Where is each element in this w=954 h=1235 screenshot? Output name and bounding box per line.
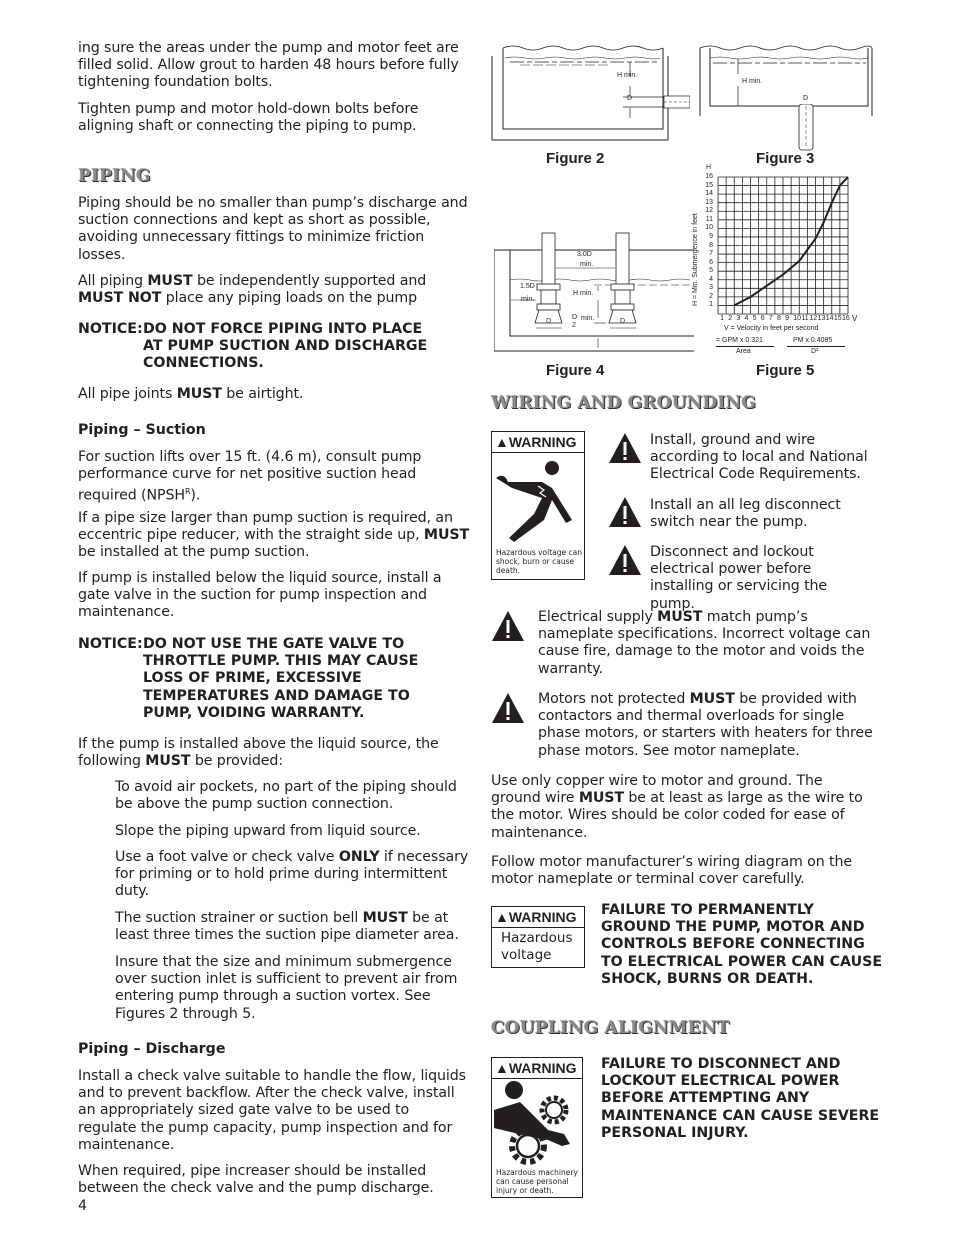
list-item-air-pockets: To avoid air pockets, no part of the piping should be above the pump suction connection. <box>115 779 457 813</box>
wiring-bullet-lockout: Disconnect and lockout electrical power before installing or servicing the pump. <box>650 544 828 612</box>
hazardous-gears-icon <box>492 1080 582 1170</box>
suction-paragraph-2: If a pipe size larger than pump suction is required, an eccentric pipe reducer, with the straight side up, MUST be installed at the pump suction. <box>78 510 470 561</box>
fig4-d-label-right: D <box>620 318 626 325</box>
chart-x-tick: 2 <box>728 315 733 322</box>
figure-2-caption: Figure 2 <box>546 150 605 167</box>
chart-y-tick: 2 <box>709 292 713 300</box>
airtight-paragraph: All pipe joints MUST be airtight. <box>78 386 304 402</box>
list-item-submergence: Insure that the size and minimum submergence over suction inlet is sufficient to prevent air from entering pump through a suction vortex. See Figures 2 through 5. <box>115 954 458 1022</box>
notice-text: DO NOT USE THE GATE VALVE TO THROTTLE PUMP. THIS MAY CAUSE LOSS OF PRIME, EXCESSIVE TEMPERATURES AND DAMAGE TO PUMP, VOIDING WARRANTY. <box>143 636 419 721</box>
section-heading-wiring: WIRING AND GROUNDING <box>491 393 757 413</box>
chart-formula-left-num: = GPM x 0.321 <box>716 337 763 344</box>
chart-y-tick: 11 <box>705 215 713 223</box>
figure-4-diagram <box>494 228 694 358</box>
chart-x-tick: 14 <box>825 315 834 322</box>
chart-y-tick: 1 <box>709 301 713 309</box>
warning-label-voltage <box>491 431 585 580</box>
fig4-d-label-left: D <box>546 318 552 325</box>
warning-header: ▲WARNING <box>492 432 584 453</box>
chart-formula-right-num: PM x 0.4085 <box>793 337 833 344</box>
discharge-paragraph-1: Install a check valve suitable to handle the flow, liquids and to prevent backflow. After the check valve, install an appropriately sized gate valve to be used to regulate the pump capacity, pump inspection and for maintenance. <box>78 1068 466 1153</box>
chart-x-tick: 7 <box>768 315 773 322</box>
caution-triangle-icon <box>491 692 525 724</box>
warning-label-machinery <box>491 1057 583 1198</box>
fig2-h-min-label: H min. <box>617 72 638 79</box>
fig4-wall-label: 1.5D <box>520 283 535 290</box>
copper-wire-paragraph: Use only copper wire to motor and ground. The ground wire MUST be at least as large as the wire to the motor. Wires should be color coded for ease of maintenance. <box>491 773 863 841</box>
intro-paragraph-2: Tighten pump and motor hold-down bolts before aligning shaft or connecting the piping to pump. <box>78 101 419 135</box>
chart-y-tick: 9 <box>709 232 713 240</box>
chart-x-tick: 9 <box>785 315 790 322</box>
electric-shock-person-icon <box>494 458 582 548</box>
list-item-slope: Slope the piping upward from liquid source. <box>115 823 421 839</box>
fig4-spacing-min: min. <box>580 261 594 268</box>
wiring-bullet-electrical-supply: Electrical supply MUST match pump’s nameplate specifications. Incorrect voltage can cause fire, damage to the motor and voids the warranty. <box>538 609 871 677</box>
intro-paragraph-1: ing sure the areas under the pump and motor feet are filled solid. Allow grout to harden 48 hours before fully tightening foundation bolts. <box>78 40 459 91</box>
fig4-spacing-label: 3.0D <box>577 251 592 258</box>
fig4-h-min-label: H min. <box>573 290 594 297</box>
caution-triangle-icon <box>608 496 642 528</box>
chart-x-tick: 12 <box>809 315 818 322</box>
chart-x-tick: 10 <box>793 315 802 322</box>
chart-x-tick: 16 <box>842 315 850 322</box>
chart-y-tick: 10 <box>705 224 713 232</box>
suction-paragraph-3: If pump is installed below the liquid source, install a gate valve in the suction for pump inspection and maintenance. <box>78 570 442 621</box>
chart-x-tick: 15 <box>833 315 842 322</box>
fig3-d-label: D <box>803 95 809 102</box>
chart-y-tick: 14 <box>705 190 713 198</box>
chart-y-tick: 16 <box>705 173 713 180</box>
chart-x-tick: 4 <box>744 315 749 322</box>
warning-header: ▲WARNING <box>492 907 584 928</box>
fig3-h-min-label: H min. <box>742 78 763 85</box>
figure-3-caption: Figure 3 <box>756 150 815 167</box>
fig4-floor-num: D <box>572 314 578 321</box>
chart-x-tick: 6 <box>760 315 765 322</box>
figure-5-caption: Figure 5 <box>756 362 815 379</box>
discharge-paragraph-2: When required, pipe increaser should be installed between the check valve and the pump discharge. <box>78 1163 434 1197</box>
chart-x-tick: 11 <box>801 315 809 322</box>
notice-text: DO NOT FORCE PIPING INTO PLACE AT PUMP SUCTION AND DISCHARGE CONNECTIONS. <box>143 321 428 372</box>
warning-caption: Hazardous voltage can shock, burn or cause death. <box>496 548 582 575</box>
subheading-piping-suction: Piping – Suction <box>78 422 206 438</box>
chart-y-tick: 4 <box>709 275 713 283</box>
chart-y-axis-label: H = Min. Submergence in feet <box>692 213 699 306</box>
figure-5-chart <box>716 176 852 316</box>
fig4-floor-den: 2 <box>572 322 576 329</box>
wiring-bullet-install: Install, ground and wire according to local and National Electrical Code Requirements. <box>650 432 868 483</box>
notice-gate-valve <box>78 636 470 726</box>
figure-3-diagram <box>698 44 888 116</box>
wiring-diagram-paragraph: Follow motor manufacturer’s wiring diagram on the motor nameplate or terminal cover carefully. <box>491 854 853 888</box>
warning-ground-text: FAILURE TO PERMANENTLY GROUND THE PUMP, MOTOR AND CONTROLS BEFORE CONNECTING TO ELECTRICAL POWER CAN CAUSE SHOCK, BURNS OR DEATH. <box>601 902 883 987</box>
chart-formula-right-rule <box>787 346 845 347</box>
page-number: 4 <box>78 1198 87 1214</box>
chart-x-tick: 3 <box>736 315 741 322</box>
alert-triangle-icon: ▲ <box>495 909 509 925</box>
suction-paragraph-1: For suction lifts over 15 ft. (4.6 m), consult pump performance curve for net positive suction head required $(NPSH^R)$. <box>78 449 422 505</box>
caution-triangle-icon <box>491 610 525 642</box>
piping-paragraph-2: All piping MUST be independently supported and MUST NOT place any piping loads on the pump <box>78 273 427 307</box>
chart-x-axis-letter: V <box>852 314 858 323</box>
chart-y-tick: 13 <box>705 198 713 206</box>
chart-formula-right-den: D² <box>811 348 819 355</box>
wiring-bullet-disconnect-switch: Install an all leg disconnect switch near the pump. <box>650 497 841 531</box>
warning-label-hazardous-voltage <box>491 906 585 968</box>
chart-y-axis-letter: H <box>706 164 712 171</box>
list-item-strainer: The suction strainer or suction bell MUST be at least three times the suction pipe diameter area. <box>115 910 459 944</box>
chart-x-tick: 1 <box>720 315 725 322</box>
figure-2-diagram <box>490 44 690 144</box>
alert-triangle-icon: ▲ <box>495 434 509 450</box>
warning-caption: Hazardous machinery can cause personal injury or death. <box>496 1168 578 1195</box>
chart-y-tick: 15 <box>705 181 713 189</box>
warning-caption: Hazardous voltage <box>501 930 573 963</box>
chart-x-tick: 8 <box>777 315 781 322</box>
chart-y-tick: 12 <box>705 207 713 215</box>
notice-force-piping <box>78 321 468 376</box>
warning-header: ▲WARNING <box>492 1058 582 1079</box>
fig3-pipe-icon <box>798 104 818 154</box>
fig2-d-label: D <box>627 95 633 102</box>
warning-lockout-text: FAILURE TO DISCONNECT AND LOCKOUT ELECTRICAL POWER BEFORE ATTEMPTING ANY MAINTENANCE CAN CAUSE SEVERE PERSONAL INJURY. <box>601 1056 880 1141</box>
fig4-floor-min: min. <box>581 315 595 322</box>
chart-y-tick: 6 <box>709 258 713 266</box>
chart-formula-left-rule <box>716 346 774 347</box>
subheading-piping-discharge: Piping – Discharge <box>78 1041 226 1057</box>
chart-y-tick: 5 <box>709 267 713 275</box>
notice-label: NOTICE: <box>78 636 143 652</box>
chart-formula-left-den: Area <box>736 348 751 355</box>
chart-x-tick: 5 <box>752 315 757 322</box>
wiring-bullet-motors: Motors not protected MUST be provided with contactors and thermal overloads for single phase motors, or starters with heaters for three phase motors. See motor nameplate. <box>538 691 873 759</box>
chart-x-axis-label: V = Velocity in feet per second <box>724 325 819 332</box>
notice-label: NOTICE: <box>78 321 143 337</box>
alert-triangle-icon: ▲ <box>495 1060 509 1076</box>
chart-y-tick: 8 <box>709 241 713 249</box>
above-source-paragraph: If the pump is installed above the liquid source, the following MUST be provided: <box>78 736 439 770</box>
fig4-wall-min: min. <box>521 296 535 303</box>
chart-y-tick: 7 <box>709 250 713 258</box>
list-item-foot-valve: Use a foot valve or check valve ONLY if necessary for priming or to hold prime during intermittent duty. <box>115 849 469 900</box>
figure-4-caption: Figure 4 <box>546 362 605 379</box>
chart-x-tick: 13 <box>817 315 826 322</box>
chart-y-tick: 3 <box>709 284 713 292</box>
caution-triangle-icon <box>608 432 642 464</box>
piping-paragraph-1: Piping should be no smaller than pump’s discharge and suction connections and kept as short as possible, avoiding unnecessary fittings to minimize friction losses. <box>78 195 468 263</box>
caution-triangle-icon <box>608 544 642 576</box>
section-heading-piping: PIPING <box>78 166 151 186</box>
section-heading-coupling: COUPLING ALIGNMENT <box>491 1018 730 1038</box>
